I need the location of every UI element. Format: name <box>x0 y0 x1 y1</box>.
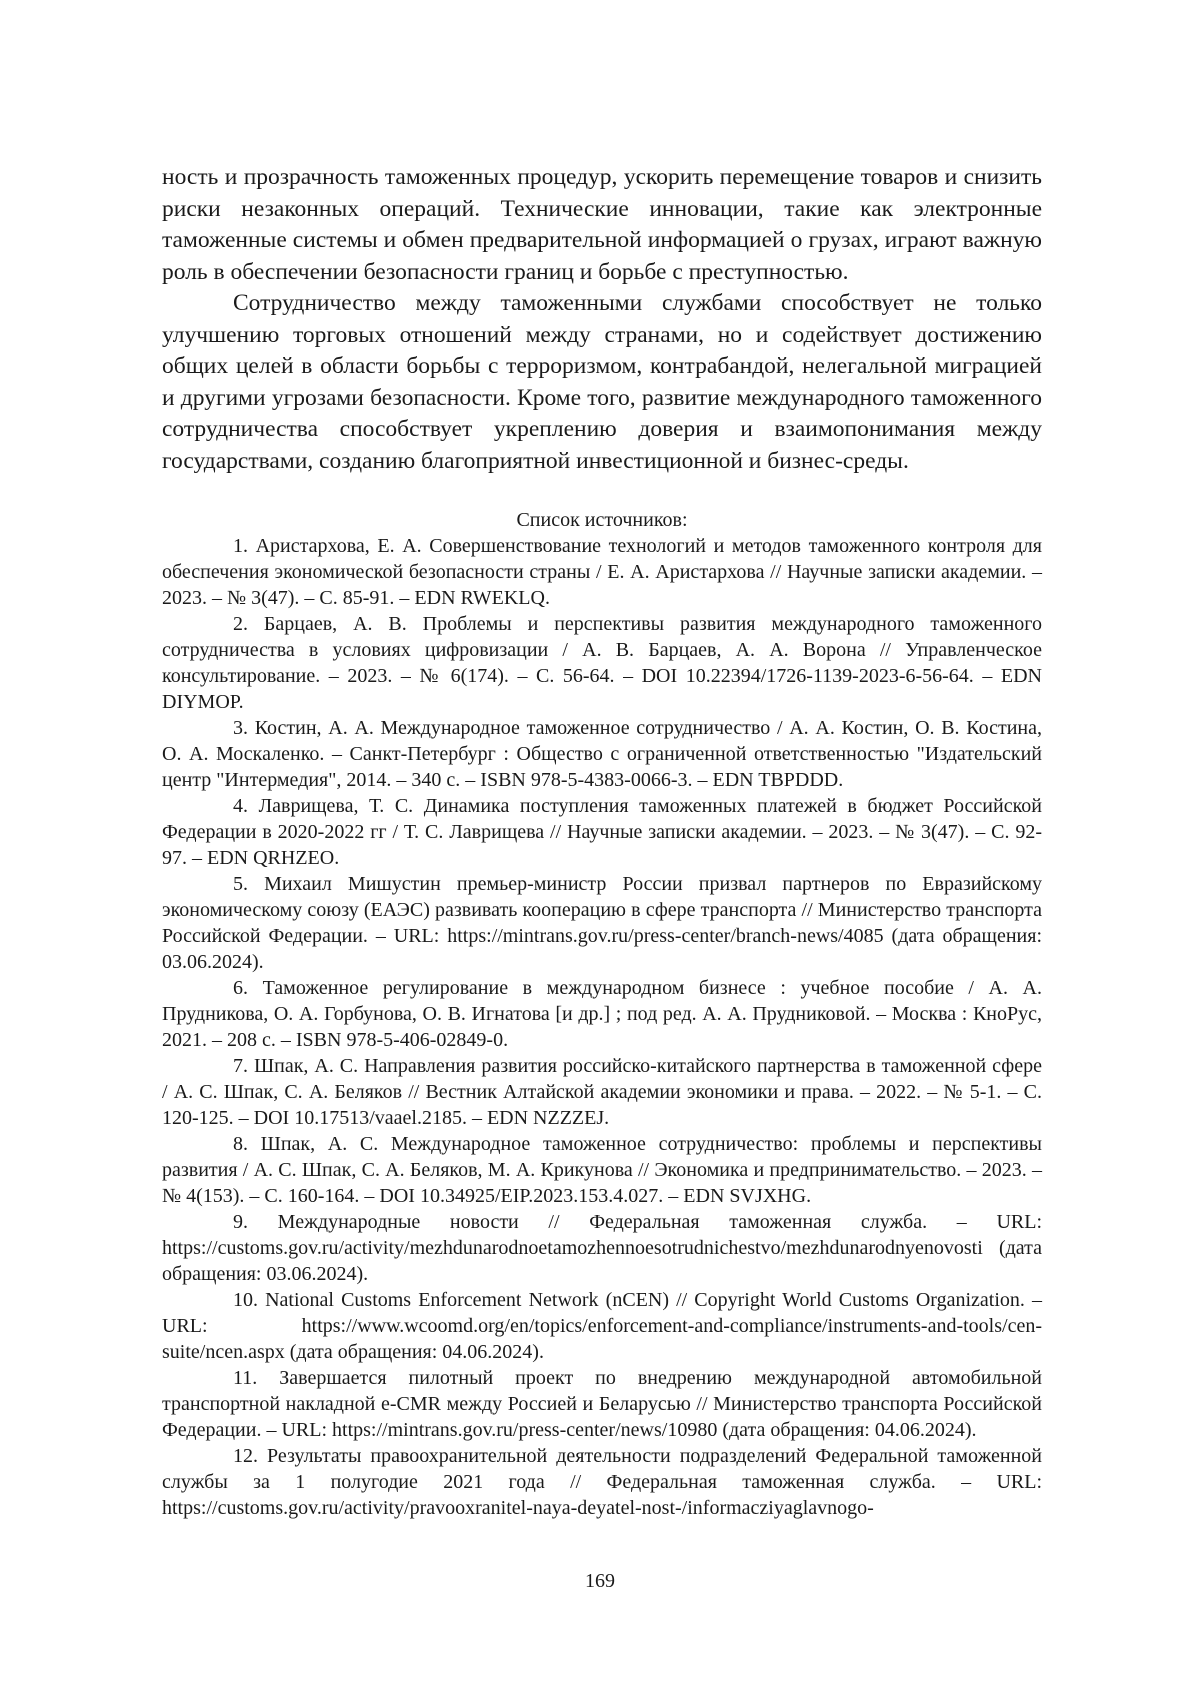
references-heading: Список источников: <box>516 509 688 531</box>
reference-item: 5. Михаил Мишустин премьер-министр России призвал партнеров по Евразийскому экономическому союзу (ЕАЭС) развивать кооперацию в сфере транспорта // Министерство транспорта Российской Федерации. – URL: https://mintrans.gov.ru/press-center/branch-news/4085 (дата обращения: 03.06.2024). <box>162 873 1042 973</box>
reference-item: 2. Барцаев, А. В. Проблемы и перспективы развития международного таможенного сотрудничества в условиях цифровизации / А. В. Барцаев, А. А. Ворона // Управленческое консультирование. – 2023. – № 6(174). – С. 56-64. – DOI 10.22394/1726-1139-2023-6-56-64. – EDN DIYMOP. <box>162 613 1042 713</box>
page-number: 169 <box>585 1570 615 1592</box>
reference-item: 8. Шпак, А. С. Международное таможенное сотрудничество: проблемы и перспективы развития / А. С. Шпак, С. А. Беляков, М. А. Крикунова // Экономика и предпринимательство. – 2023. – № 4(153). – С. 160-164. – DOI 10.34925/EIP.2023.153.4.027. – EDN SVJXHG. <box>162 1133 1042 1207</box>
references-list <box>162 533 1042 1521</box>
body-paragraph: Сотрудничество между таможенными службами способствует не только улучшению торговых отношений между странами, но и содействует достижению общих целей в области борьбы с терроризмом, контрабандой, нелегальной миграцией и другими угрозами безопасности. Кроме того, развитие международного таможенного сотрудничества способствует укреплению доверия и взаимопонимания между государствами, созданию благоприятной инвестиционной и бизнес-среды. <box>162 290 1042 474</box>
reference-item: 7. Шпак, А. С. Направления развития российско-китайского партнерства в таможенной сфере / А. С. Шпак, С. А. Беляков // Вестник Алтайской академии экономики и права. – 2022. – № 5-1. – С. 120-125. – DOI 10.17513/vaael.2185. – EDN NZZZEJ. <box>162 1055 1042 1129</box>
reference-item: 12. Результаты правоохранительной деятельности подразделений Федеральной таможенной службы за 1 полугодие 2021 года // Федеральная таможенная служба. – URL: https://customs.gov.ru/activity/pravooxranitel-naya-deyatel-nost-/informacziyaglavnogo- <box>162 1445 1042 1519</box>
reference-item: 4. Лаврищева, Т. С. Динамика поступления таможенных платежей в бюджет Российской Федерации в 2020-2022 гг / Т. С. Лаврищева // Научные записки академии. – 2023. – № 3(47). – С. 92-97. – EDN QRHZEO. <box>162 795 1042 869</box>
reference-item: 9. Международные новости // Федеральная таможенная служба. – URL: https://customs.gov.ru/activity/mezhdunarodnoetamozhennoesotrudnichestvo/mezhdunarodnyenovosti (дата обращения: 03.06.2024). <box>162 1211 1042 1285</box>
reference-item: 3. Костин, А. А. Международное таможенное сотрудничество / А. А. Костин, О. В. Костина, О. А. Москаленко. – Санкт-Петербург : Общество с ограниченной ответственностью "Издательский центр "Интермедия", 2014. – 340 с. – ISBN 978-5-4383-0066-3. – EDN TBPDDD. <box>162 717 1042 791</box>
reference-item: 1. Аристархова, Е. А. Совершенствование технологий и методов таможенного контроля для обеспечения экономической безопасности страны / Е. А. Аристархова // Научные записки академии. – 2023. – № 3(47). – С. 85-91. – EDN RWEKLQ. <box>162 535 1042 609</box>
reference-item: 10. National Customs Enforcement Network (nCEN) // Copyright World Customs Organization. – URL: https://www.wcoomd.org/en/topics/enforcement-and-compliance/instruments-and-tools/cen-suite/ncen.aspx (дата обращения: 04.06.2024). <box>162 1289 1042 1363</box>
body-text <box>162 162 1042 477</box>
document-page <box>162 162 1042 1521</box>
reference-item: 11. Завершается пилотный проект по внедрению международной автомобильной транспортной накладной e-CMR между Россией и Беларусью // Министерство транспорта Российской Федерации. – URL: https://mintrans.gov.ru/press-center/news/10980 (дата обращения: 04.06.2024). <box>162 1367 1042 1441</box>
reference-item: 6. Таможенное регулирование в международном бизнесе : учебное пособие / А. А. Прудникова, О. А. Горбунова, О. В. Игнатова [и др.] ; под ред. А. А. Прудниковой. – Москва : КноРус, 2021. – 208 с. – ISBN 978-5-406-02849-0. <box>162 977 1042 1051</box>
body-paragraph: ность и прозрачность таможенных процедур, ускорить перемещение товаров и снизить риски незаконных операций. Технические инновации, такие как электронные таможенные системы и обмен предварительной информацией о грузах, играют важную роль в обеспечении безопасности границ и борьбе с преступностью. <box>162 164 1042 285</box>
